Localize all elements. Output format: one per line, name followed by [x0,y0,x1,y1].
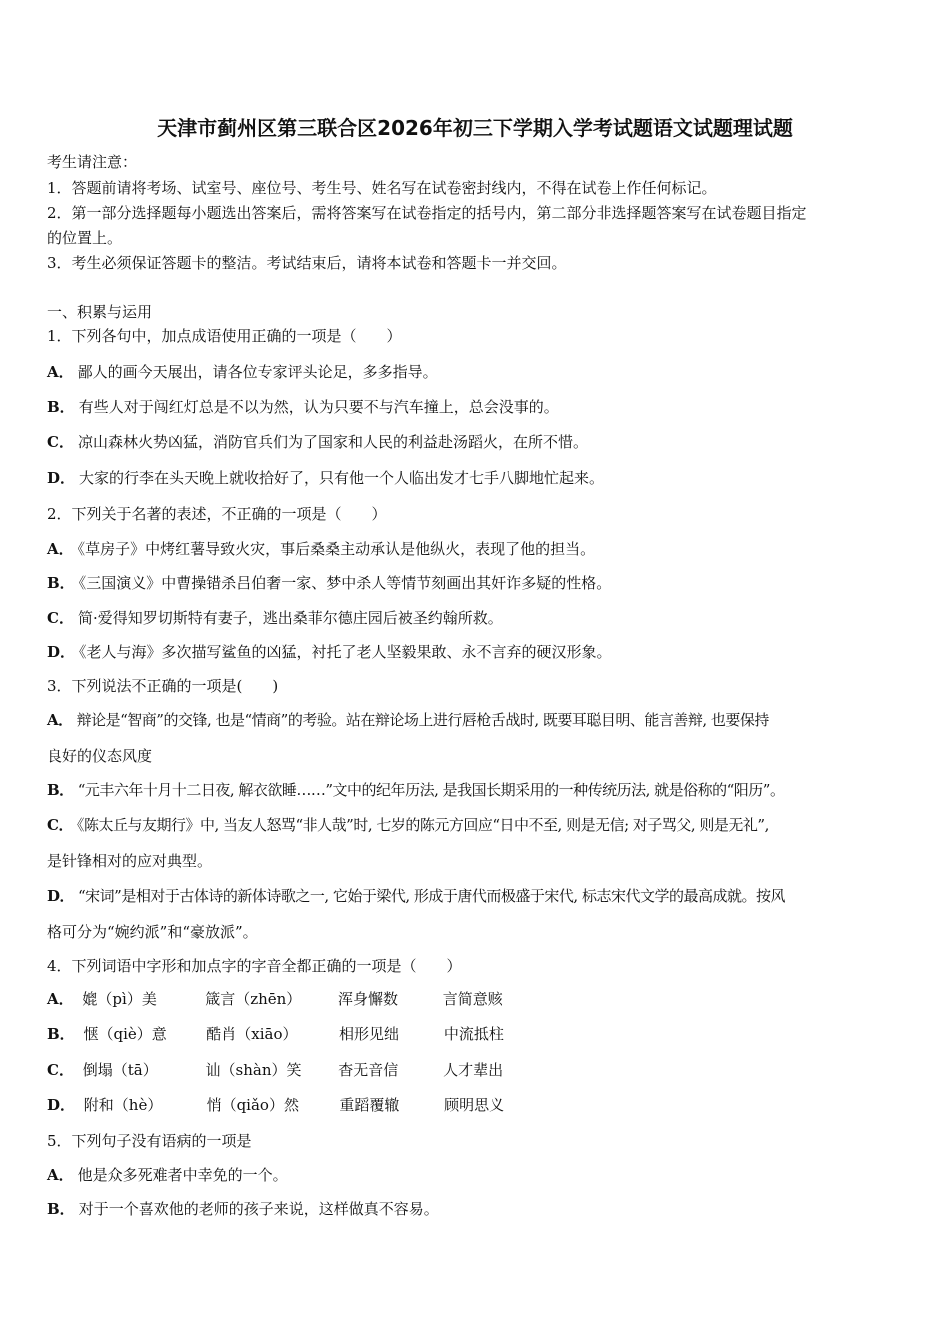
q5-stem: 5．下列句子没有语病的一项是 [47,1132,252,1150]
option-text: “元丰六年十月十二日夜, 解衣欲睡……”文中的纪年历法, 是我国长期采用的一种传统历法, 就是俗称的“阳历”。 [77,781,785,799]
word-cell: 杳无音信 [338,1061,399,1079]
q3-stem: 3．下列说法不正确的一项是( ) [47,677,279,695]
word-cell: 附和（hè） [83,1096,163,1114]
word-cell: 箴言（zhēn） [205,990,302,1008]
word-cell: 倒塌（tā） [82,1061,158,1079]
q2-option-a [47,539,907,559]
word-cell: 悄（qiǎo）然 [206,1096,299,1114]
q1-stem: 1．下列各句中，加点成语使用正确的一项是（ ） [47,327,402,345]
word-cell: 浑身懈数 [337,990,398,1008]
option-label: C． [47,816,73,834]
section-heading: 一、积累与运用 [47,303,153,321]
q1-option-b [47,397,907,417]
word-cell: 重蹈覆辙 [339,1096,400,1114]
q2-option-d [47,642,907,662]
q2-option-b [47,573,907,593]
q3-option-c-cont: 是针锋相对的应对典型。 [47,852,213,870]
option-text: 有些人对于闯红灯总是不以为然，认为只要不与汽车撞上，总会没事的。 [78,398,559,416]
word-cell: 酷肖（xiāo） [206,1025,298,1043]
q4-option-d [47,1095,907,1115]
option-label: D． [47,469,76,487]
option-label: B． [47,574,75,592]
option-label: A． [47,990,74,1008]
option-text: 《草房子》中烤红薯导致火灾，事后桑桑主动承认是他纵火，表现了他的担当。 [77,540,596,558]
notice-item-1: 1．答题前请将考场、试室号、座位号、考生号、姓名写在试卷密封线内，不得在试卷上作任何标记。 [47,179,717,197]
option-label: A． [47,711,73,729]
q4-option-c [47,1060,907,1080]
option-text: 简·爱得知罗切斯特有妻子，逃出桑菲尔德庄园后被圣约翰所救。 [77,609,503,627]
option-text: “宋词”是相对于古体诗的新体诗歌之一, 它始于梁代, 形成于唐代而极盛于宋代, 标志宋代文学的最高成就。按风 [78,887,785,905]
option-label: B． [47,1200,75,1218]
option-label: B． [47,1025,75,1043]
page-title: 天津市蓟州区第三联合区2026年初三下学期入学考试题语文试题理试题 [157,116,793,140]
q1-option-d [47,468,907,488]
option-label: A． [47,363,74,381]
q3-option-c [47,815,907,835]
option-label: D． [47,1096,76,1114]
notice-item-2: 2．第一部分选择题每小题选出答案后，需将答案写在试卷指定的括号内，第二部分非选择题答案写在试卷题目指定 [47,204,807,222]
q3-option-d [47,886,907,906]
q3-option-a [47,710,907,730]
option-label: D． [47,643,76,661]
word-cell: 惬（qiè）意 [83,1025,167,1043]
option-text: 对于一个喜欢他的老师的孩子来说，这样做真不容易。 [78,1200,439,1218]
option-text: 他是众多死难者中幸免的一个。 [77,1166,288,1184]
word-cell: 相形见绌 [339,1025,400,1043]
q5-option-a [47,1165,907,1185]
q4-option-a [47,989,907,1009]
q3-option-b [47,780,907,800]
option-label: D． [47,887,75,905]
word-cell: 人才辈出 [443,1061,504,1079]
option-label: B． [47,781,74,799]
option-text: 《陈太丘与友期行》中, 当友人怒骂“非人哉”时, 七岁的陈元方回应“日中不至, 则是无信; 对子骂父, 则是无礼”, [76,816,769,834]
option-text: 凉山森林火势凶猛，消防官兵们为了国家和人民的利益赴汤蹈火，在所不惜。 [77,433,588,451]
q4-stem: 4．下列词语中字形和加点字的字音全都正确的一项是（ ） [47,957,462,975]
option-text: 《三国演义》中曹操错杀吕伯奢一家、梦中杀人等情节刻画出其奸诈多疑的性格。 [78,574,612,592]
q1-option-c [47,432,907,452]
q4-option-b [47,1024,907,1044]
q3-option-d-cont: 格可分为“婉约派”和“豪放派”。 [47,923,258,941]
option-text: 辩论是“智商”的交锋, 也是“情商”的考验。站在辩论场上进行唇枪舌战时, 既要耳聪目明、能言善辩, 也要保持 [76,711,769,729]
notice-heading: 考生请注意： [47,153,138,171]
option-text: 鄙人的画今天展出，请各位专家评头论足，多多指导。 [77,363,438,381]
notice-item-2-cont: 的位置上。 [47,229,123,247]
q2-stem: 2．下列关于名著的表述，不正确的一项是（ ） [47,505,387,523]
option-label: A． [47,1166,74,1184]
option-label: B． [47,398,75,416]
option-label: C． [47,1061,74,1079]
option-label: C． [47,433,74,451]
option-text: 大家的行李在头天晚上就收拾好了，只有他一个人临出发才七手八脚地忙起来。 [79,469,605,487]
option-label: C． [47,609,74,627]
word-cell: 讪（shàn）笑 [205,1061,302,1079]
word-cell: 言简意赅 [442,990,503,1008]
q2-option-c [47,608,907,628]
option-label: A． [47,540,74,558]
word-cell: 顾明思义 [444,1096,505,1114]
q3-option-a-cont: 良好的仪态风度 [47,747,153,765]
q5-option-b [47,1199,907,1219]
word-cell: 中流抵柱 [443,1025,504,1043]
word-cell: 媲（pì）美 [82,990,157,1008]
option-text: 《老人与海》多次描写鲨鱼的凶猛，衬托了老人坚毅果敢、永不言弃的硬汉形象。 [79,643,612,661]
q1-option-a [47,362,907,382]
notice-item-3: 3．考生必须保证答题卡的整洁。考试结束后，请将本试卷和答题卡一并交回。 [47,254,567,272]
